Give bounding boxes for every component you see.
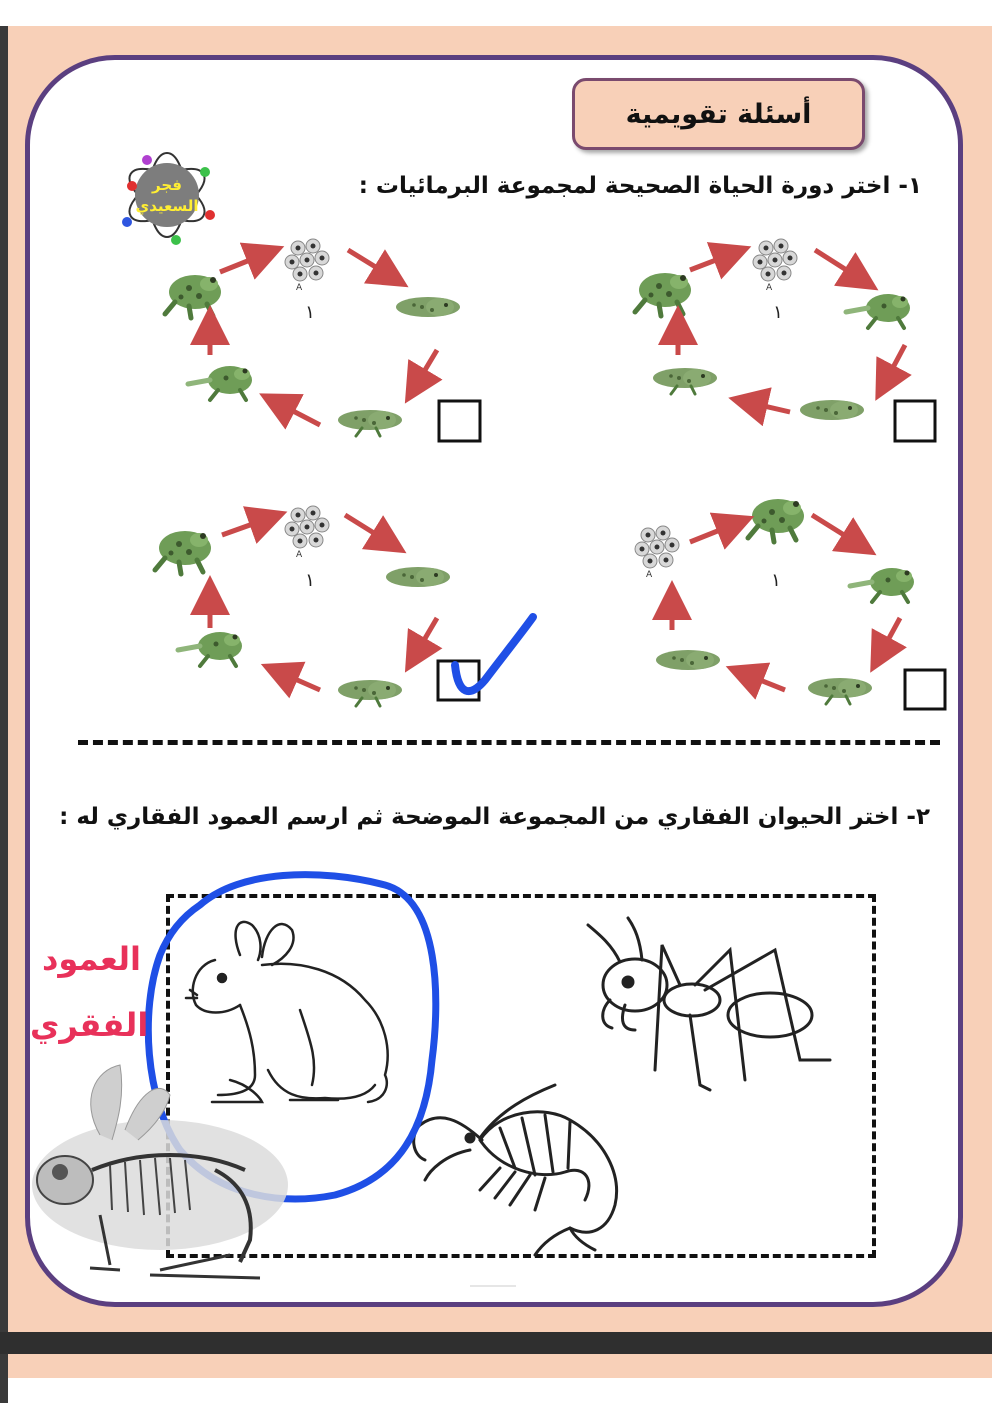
eggs-icon	[635, 526, 679, 568]
tadpole-with-legs-icon	[808, 678, 872, 704]
frog-icon	[165, 275, 221, 318]
froglet-icon	[178, 632, 242, 666]
tadpole-icon	[656, 650, 720, 670]
tadpole-icon	[396, 297, 460, 317]
egg-label: A	[296, 283, 303, 293]
question-1-text: ١- اختر دورة الحياة الصحيحة لمجموعة البرمائيات :	[358, 173, 922, 199]
egg-label: A	[766, 283, 773, 293]
question-2-text: ٢- اختر الحيوان الفقاري من المجموعة الموضحة ثم ارسم العمود الفقاري له :	[59, 804, 930, 830]
logo-line-2: السعيدي	[135, 197, 199, 215]
cycle-number-label: ١	[305, 570, 315, 591]
rabbit-drawing-icon[interactable]	[186, 922, 388, 1102]
eggs-icon	[285, 506, 329, 548]
checkbox-top-right[interactable]	[895, 401, 935, 441]
lifecycle-option-bottom-left	[155, 506, 450, 706]
rabbit-skeleton-image	[32, 1065, 288, 1278]
checkbox-bottom-right[interactable]	[905, 670, 945, 709]
lifecycle-option-top-right	[635, 239, 910, 420]
egg-label: A	[646, 570, 653, 580]
annotation-line-1: العمود	[42, 940, 141, 978]
tadpole-icon	[800, 400, 864, 420]
frog-icon	[635, 273, 691, 316]
cycle-number-label: ١	[305, 302, 315, 323]
logo-line-1: فجر	[152, 176, 182, 194]
lifecycle-option-top-left	[165, 239, 460, 436]
tadpole-icon	[386, 567, 450, 587]
froglet-icon	[846, 294, 910, 328]
eggs-icon	[285, 239, 329, 281]
worksheet-title: أسئلة تقويمية	[625, 98, 812, 130]
egg-label: A	[296, 550, 303, 560]
frog-icon	[155, 531, 211, 574]
footer-mark	[470, 1285, 516, 1287]
annotation-line-2: الفقري	[30, 1006, 149, 1044]
shrimp-drawing-icon[interactable]	[414, 1085, 617, 1255]
tadpole-with-legs-icon	[338, 410, 402, 436]
cycle-number-label: ١	[773, 302, 783, 323]
tadpole-with-legs-icon	[653, 368, 717, 394]
cycle-number-label: ١	[771, 570, 781, 591]
froglet-icon	[188, 366, 252, 400]
eggs-icon	[753, 239, 797, 281]
frog-icon	[748, 499, 804, 542]
lifecycle-option-bottom-right	[635, 499, 914, 704]
checkbox-top-left[interactable]	[439, 401, 480, 441]
ant-drawing-icon[interactable]	[588, 918, 830, 1090]
tadpole-with-legs-icon	[338, 680, 402, 706]
logo-atom-icon	[122, 153, 215, 245]
froglet-icon	[850, 568, 914, 602]
